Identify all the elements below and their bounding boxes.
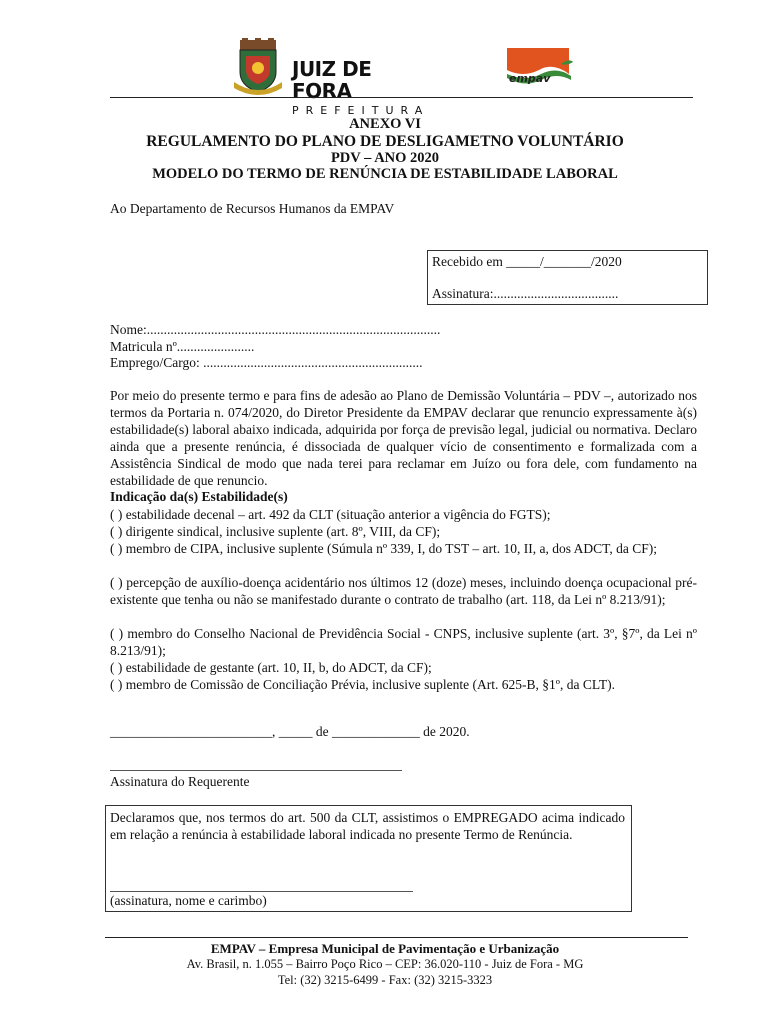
city-name: JUIZ DE FORA	[292, 57, 372, 103]
pdv-title: PDV – ANO 2020	[330, 150, 440, 166]
option-conciliation-commission: ( ) membro de Comissão de Conciliação Prévia, inclusive suplente (Art. 625-B, §1º, da CLT).	[110, 677, 615, 692]
option-pregnant: ( ) estabilidade de gestante (art. 10, II, b, do ADCT, da CF);	[110, 660, 432, 675]
juiz-de-fora-wordmark	[292, 58, 432, 117]
option-decennial: ( ) estabilidade decenal – art. 492 da CLT (situação anterior a vigência do FGTS);	[110, 507, 551, 522]
footer-address: Av. Brasil, n. 1.055 – Bairro Poço Rico – CEP: 36.020-110 - Juiz de Fora - MG	[186, 957, 584, 971]
header-divider	[110, 97, 693, 98]
requester-signature-label: Assinatura do Requerente	[110, 774, 250, 789]
received-date-line: Recebido em _____/_______/2020	[432, 254, 622, 269]
model-title: MODELO DO TERMO DE RENÚNCIA DE ESTABILIDADE LABORAL	[152, 166, 618, 182]
union-signature-line	[110, 891, 413, 892]
option-cipa-member: ( ) membro de CIPA, inclusive suplente (Súmula nº 339, I, do TST – art. 10, II, a, dos ADCT, da CF);	[110, 541, 658, 556]
footer-divider	[105, 937, 688, 938]
footer-phones: Tel: (32) 3215-6499 - Fax: (32) 3215-3323	[277, 973, 493, 987]
footer-company: EMPAV – Empresa Municipal de Pavimentação e Urbanização	[210, 941, 560, 956]
name-field: Nome:.......................................................................................	[110, 322, 441, 337]
city-coat-of-arms-logo	[232, 38, 284, 96]
job-field: Emprego/Cargo: .................................................................	[110, 355, 423, 370]
union-declaration-text: Declaramos que, nos termos do art. 500 da CLT, assistimos o EMPREGADO acima indicado em relação a renúncia à estabilidade laboral indicada no presente Termo de Renúncia.	[110, 810, 625, 842]
date-line: ________________________, _____ de _____________ de 2020.	[110, 724, 470, 739]
empav-logo	[503, 44, 575, 98]
registration-field: Matricula nº.......................	[110, 339, 255, 354]
union-signature-label: (assinatura, nome e carimbo)	[110, 893, 267, 908]
regulation-title: REGULAMENTO DO PLANO DE DESLIGAMETNO VOLUNTÁRIO	[146, 133, 624, 150]
declaration-paragraph: Por meio do presente termo e para fins de adesão ao Plano de Demissão Voluntária – PDV –, autorizado nos termos da Portaria n. 074/2020, do Diretor Presidente da EMPAV declarar que renuncio expressamente à(s) estabilidade(s) laboral abaixo indicada, adquirida por força de previsão legal, judicial ou normativa. Declaro ainda que a presente renúncia, é dissociada de qualquer vício de consentimento e formalizada com a Assistência Sindical de modo que nada terei para reclamar em Juízo ou fora dele, com fundamento na estabilidade de que renuncio.	[110, 388, 697, 488]
receipt-signature-line: Assinatura:.....................................	[432, 286, 619, 301]
receipt-box	[427, 250, 708, 305]
declaration-box	[105, 805, 632, 912]
city-subtitle: PREFEITURA	[292, 104, 430, 117]
requester-signature-line	[110, 770, 402, 771]
option-sickness-benefit: ( ) percepção de auxílio-doença acidentário nos últimos 12 (doze) meses, incluindo doença ocupacional pré-existente que tenha ou não se manifestado durante o contrato de trabalho (art. 118, da Lei nº 8.213/91);	[110, 575, 697, 607]
empav-logo-text: empav	[509, 72, 551, 85]
indication-heading: Indicação da(s) Estabilidade(s)	[110, 489, 288, 504]
annex-title: ANEXO VI	[349, 116, 421, 132]
option-union-leader: ( ) dirigente sindical, inclusive suplente (art. 8º, VIII, da CF);	[110, 524, 441, 539]
addressee: Ao Departamento de Recursos Humanos da EMPAV	[110, 201, 395, 216]
option-cnps-member: ( ) membro do Conselho Nacional de Previdência Social - CNPS, inclusive suplente (art. 3º, §7º, da Lei nº 8.213/91);	[110, 626, 697, 658]
